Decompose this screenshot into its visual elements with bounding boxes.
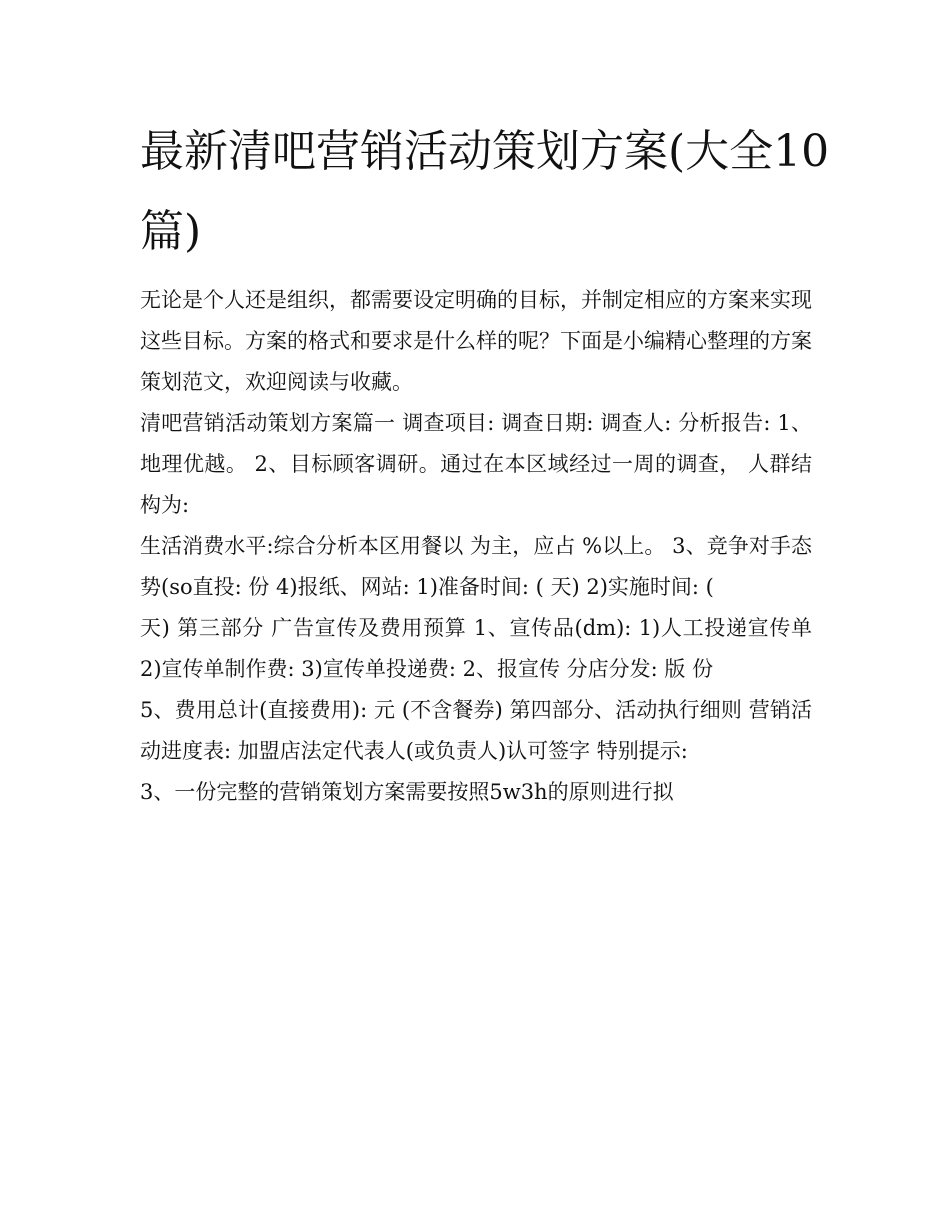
document-body	[140, 280, 812, 813]
paragraph-5w3h: 3、一份完整的营销策划方案需要按照5w3h的原则进行拟	[140, 780, 674, 804]
paragraph-advertising: 天) 第三部分 广告宣传及费用预算 1、宣传品(dm): 1)人工投递宣传单 2)宣传单制作费: 3)宣传单投递费: 2、报宣传 分店分发: 版 份	[140, 616, 812, 681]
paragraph-consumption: 生活消费水平:综合分析本区用餐以 为主，应占 %以上。 3、竞争对手态势(so直投: 份 4)报纸、网站: 1)准备时间: ( 天) 2)实施时间: (	[140, 534, 812, 599]
paragraph-survey: 清吧营销活动策划方案篇一 调查项目: 调查日期: 调查人: 分析报告: 1、地理优越。 2、目标顾客调研。通过在本区域经过一周的调查， 人群结构为:	[140, 411, 812, 517]
paragraph-cost-total: 5、费用总计(直接费用): 元 (不含餐券) 第四部分、活动执行细则 营销活动进度表: 加盟店法定代表人(或负责人)认可签字 特别提示:	[140, 698, 812, 763]
document-title: 最新清吧营销活动策划方案(大全10篇)	[140, 126, 830, 257]
paragraph-intro: 无论是个人还是组织，都需要设定明确的目标，并制定相应的方案来实现这些目标。方案的格式和要求是什么样的呢？下面是小编精心整理的方案策划范文，欢迎阅读与收藏。	[140, 288, 812, 394]
